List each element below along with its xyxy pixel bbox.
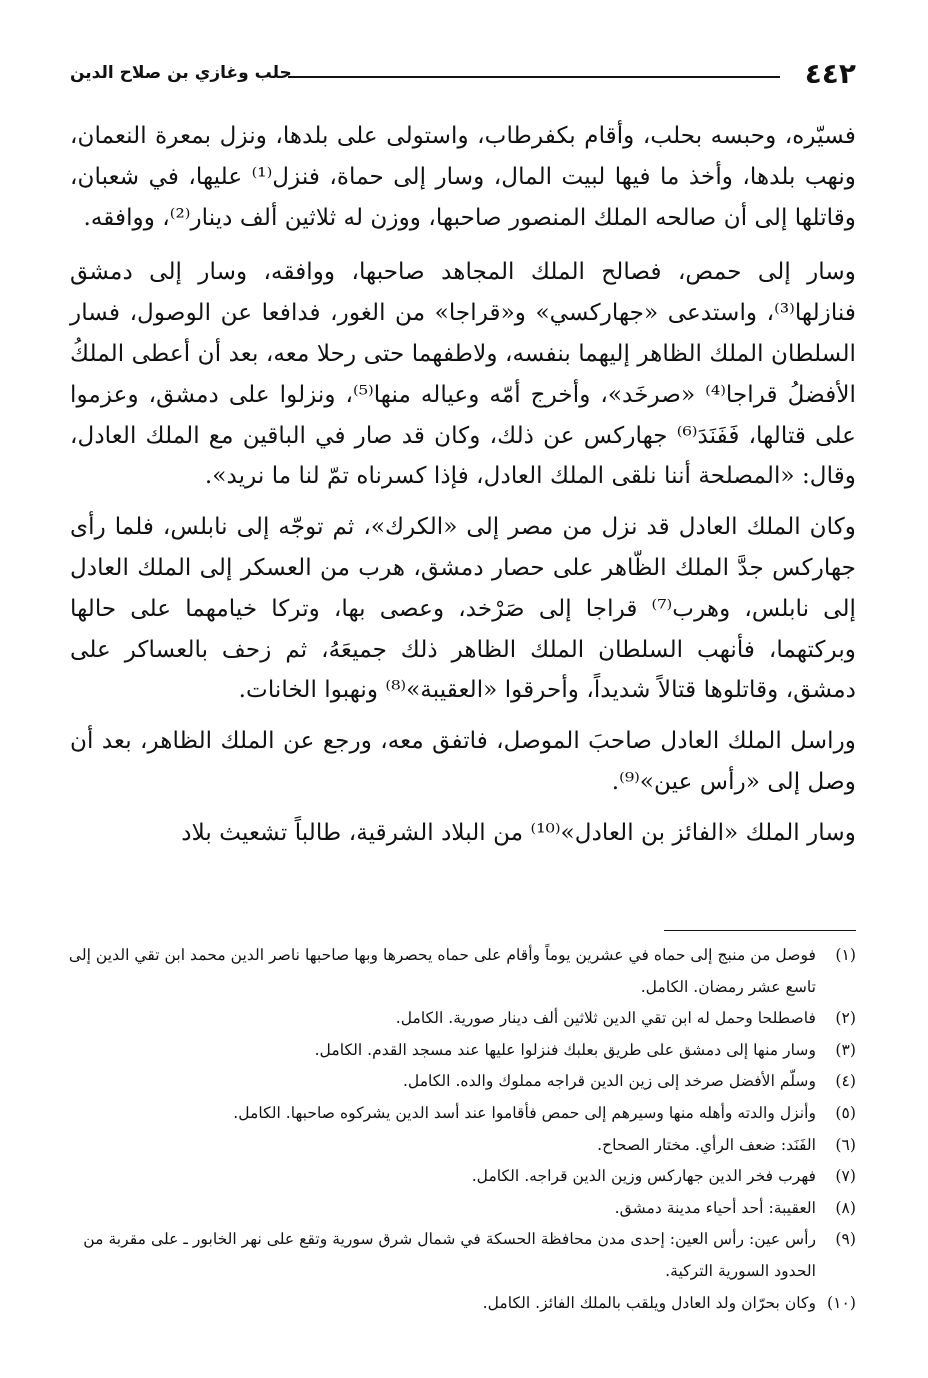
paragraph: وسار إلى حمص، فصالح الملك المجاهد صاحبها، ووافقه، وسار إلى دمشق فنازلها⁽³⁾، واستدعى «جهاركسي» و«قراجا» من الغور، فدافعا عن الوصول، فسار السلطان الملك الظاهر إليهما بنفسه، ولاطفهما حتى رحلا معه، بعد أن أعطى الملكُ الأفضلُ قراجا⁽⁴⁾ «صرخَد»، وأخرج أمّه وعياله منها⁽⁵⁾، ونزلوا على دمشق، وعزموا على قتالها، فَفَنَدَ⁽⁶⁾ جهاركس عن ذلك، وكان قد صار في الباقين مع الملك العادل، وقال: «المصلحة أننا نلقى الملك العادل، فإذا كسرناه تمّ لنا ما نريد». [70, 258, 856, 490]
paragraph: فسيّره، وحبسه بحلب، وأقام بكفرطاب، واستولى على بلدها، ونزل بمعرة النعمان، ونهب بلدها، وأخذ ما فيها لبيت المال، وسار إلى حماة، فنزل⁽¹⁾ عليها، في شعبان، وقاتلها إلى أن صالحه الملك المنصور صاحبها، ووزن له ثلاثين ألف دينار⁽²⁾، ووافقه. [70, 122, 856, 231]
footnote-number: (٨) [835, 1198, 856, 1217]
footnote-number: (٦) [835, 1135, 856, 1154]
main-text [70, 116, 856, 864]
footnote-number: (٤) [835, 1072, 856, 1091]
footnote [66, 1193, 856, 1225]
footnote-number: (٥) [835, 1103, 856, 1122]
footnote-text: فهرب فخر الدين جهاركس وزين الدين قراجه. الكامل. [471, 1167, 816, 1186]
footnote [66, 1003, 856, 1035]
footnote [66, 1098, 856, 1130]
footnote [66, 1224, 856, 1287]
paragraph: وراسل الملك العادل صاحبَ الموصل، فاتفق معه، ورجع عن الملك الظاهر، بعد أن وصل إلى «رأس عين»⁽⁹⁾. [70, 727, 856, 795]
footnote-number: (٢) [835, 1009, 856, 1028]
footnote-text: وسلّم الأفضل صرخد إلى زين الدين قراجه مملوك والده. الكامل. [402, 1072, 816, 1091]
footnote [66, 1161, 856, 1193]
page-number: ٤٤٢ [804, 57, 856, 90]
footnote-text: وسار منها إلى دمشق على طريق بعلبك فنزلوا عليها عند مسجد القدم. الكامل. [314, 1040, 816, 1059]
footnote [66, 940, 856, 1003]
footnote [66, 1130, 856, 1162]
footnote [66, 1066, 856, 1098]
footnotes [66, 940, 856, 1319]
footnote-text: فاصطلحا وحمل له ابن تقي الدين ثلاثين ألف دينار صورية. الكامل. [395, 1009, 816, 1028]
page-header [70, 54, 856, 94]
paragraph: وكان الملك العادل قد نزل من مصر إلى «الكرك»، ثم توجّه إلى نابلس، فلما رأى جهاركس جدَّ الملك الظّاهر على حصار دمشق، هرب من العسكر إلى الملك العادل إلى نابلس، وهرب⁽⁷⁾ قراجا إلى صَرْخد، وعصى بها، وتركا خيامهما على حالها وبركتهما، فأنهب السلطان الملك الظاهر ذلك جميعَهُ، ثم زحف بالعساكر على دمشق، وقاتلوها قتالاً شديداً، وأحرقوا «العقيبة»⁽⁸⁾ ونهبوا الخانات. [70, 513, 856, 704]
paragraph: وسار الملك «الفائز بن العادل»⁽¹⁰⁾ من البلاد الشرقية، طالباً تشعيث بلاد [181, 818, 856, 846]
footnote-text: الفَنَد: ضعف الرأي. مختار الصحاح. [597, 1135, 816, 1154]
footnote-number: (١) [835, 946, 856, 964]
footnote-text: وكان بحرّان ولد العادل ويلقب بالملك الفائز. الكامل. [482, 1293, 816, 1312]
footnote [66, 1035, 856, 1067]
footnote-text: وأنزل والدته وأهله منها وسيرهم إلى حمص فأقاموا عند أسد الدين يشركوه صاحبها. الكامل. [233, 1103, 816, 1122]
header-rule [288, 76, 780, 78]
running-title: حلب وغازي بن صلاح الدين [70, 63, 292, 83]
footnote-number: (١٠) [827, 1293, 856, 1312]
footnote-number: (٣) [835, 1040, 856, 1059]
footnote-text: العقيبة: أحد أحياء مدينة دمشق. [614, 1198, 816, 1217]
footnote-rule [664, 930, 856, 931]
footnote [66, 1288, 856, 1320]
footnote-number: (٧) [835, 1167, 856, 1186]
footnote-number: (٩) [835, 1230, 856, 1249]
footnote-text: فوصل من منبج إلى حماه في عشرين يوماً وأقام على حماه يحصرها وبها صاحبها ناصر الدين محمد ابن تقي الدين إلى تاسع عشر رمضان. الكامل. [68, 946, 816, 996]
footnote-text: رأس عين: رأس العين: إحدى مدن محافظة الحسكة في شمال شرق سورية وتقع على نهر الخابور ـ على مقربة من الحدود السورية التركية. [83, 1230, 816, 1280]
